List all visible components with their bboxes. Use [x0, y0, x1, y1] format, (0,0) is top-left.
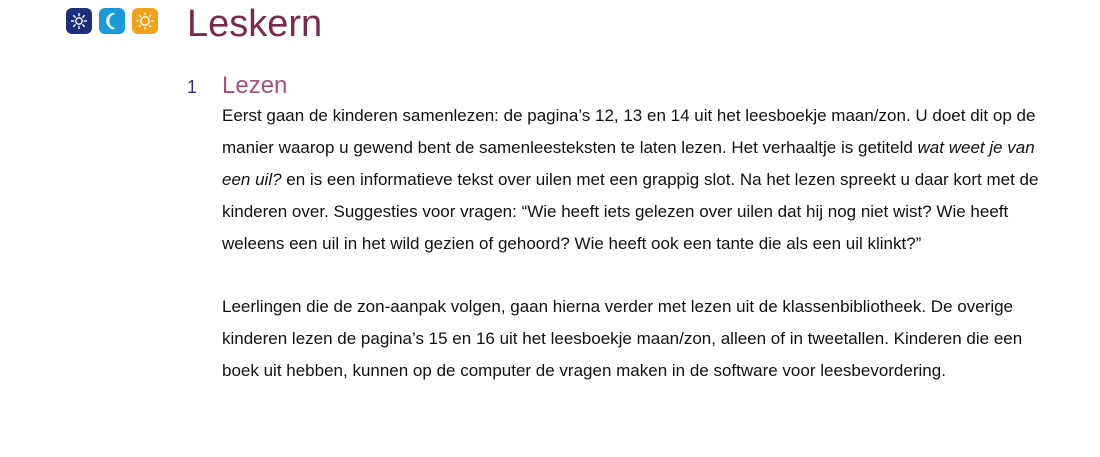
paragraph-1-part-2: en is een informatieve tekst over uilen met een grappig slot. Na het lezen spreekt u daar kort met de kinderen over. Suggesties voor vragen: “Wie heeft iets gelezen over uilen dat hij nog niet wist? Wie heeft weleens een uil in het wild gezien of gehoord? Wie heeft ook een tante die als een uil klinkt?”: [222, 170, 1039, 253]
level-icons: [66, 8, 158, 34]
moon-icon-graphic: [102, 11, 122, 31]
page-title: Leskern: [187, 3, 323, 45]
sun-icon: [132, 8, 158, 34]
star-icon-graphic: [69, 11, 89, 31]
paragraph-1-part-1: Eerst gaan de kinderen samenlezen: de pagina’s 12, 13 en 14 uit het leesboekje maan/zon. U doet dit op de manier waarop u gewend bent de samenleesteksten te laten lezen. Het verhaaltje is getiteld: [222, 106, 1036, 157]
story-title: wat weet je van een uil?: [222, 138, 1035, 189]
paragraph-1: [222, 100, 1062, 260]
section-title: Lezen: [222, 72, 288, 99]
paragraph-2: Leerlingen die de zon-aanpak volgen, gaan hierna verder met lezen uit de klassenbibliotheek. De overige kinderen lezen de pagina’s 15 en 16 uit het leesboekje maan/zon, alleen of in tweetallen. Kinderen die een boek uit hebben, kunnen op de computer de vragen maken in de software voor leesbevordering.: [222, 297, 1023, 380]
section-number: 1: [187, 77, 198, 97]
sun-icon-graphic: [135, 11, 155, 31]
star-icon: [66, 8, 92, 34]
moon-icon: [99, 8, 125, 34]
section-body: [222, 100, 1062, 387]
